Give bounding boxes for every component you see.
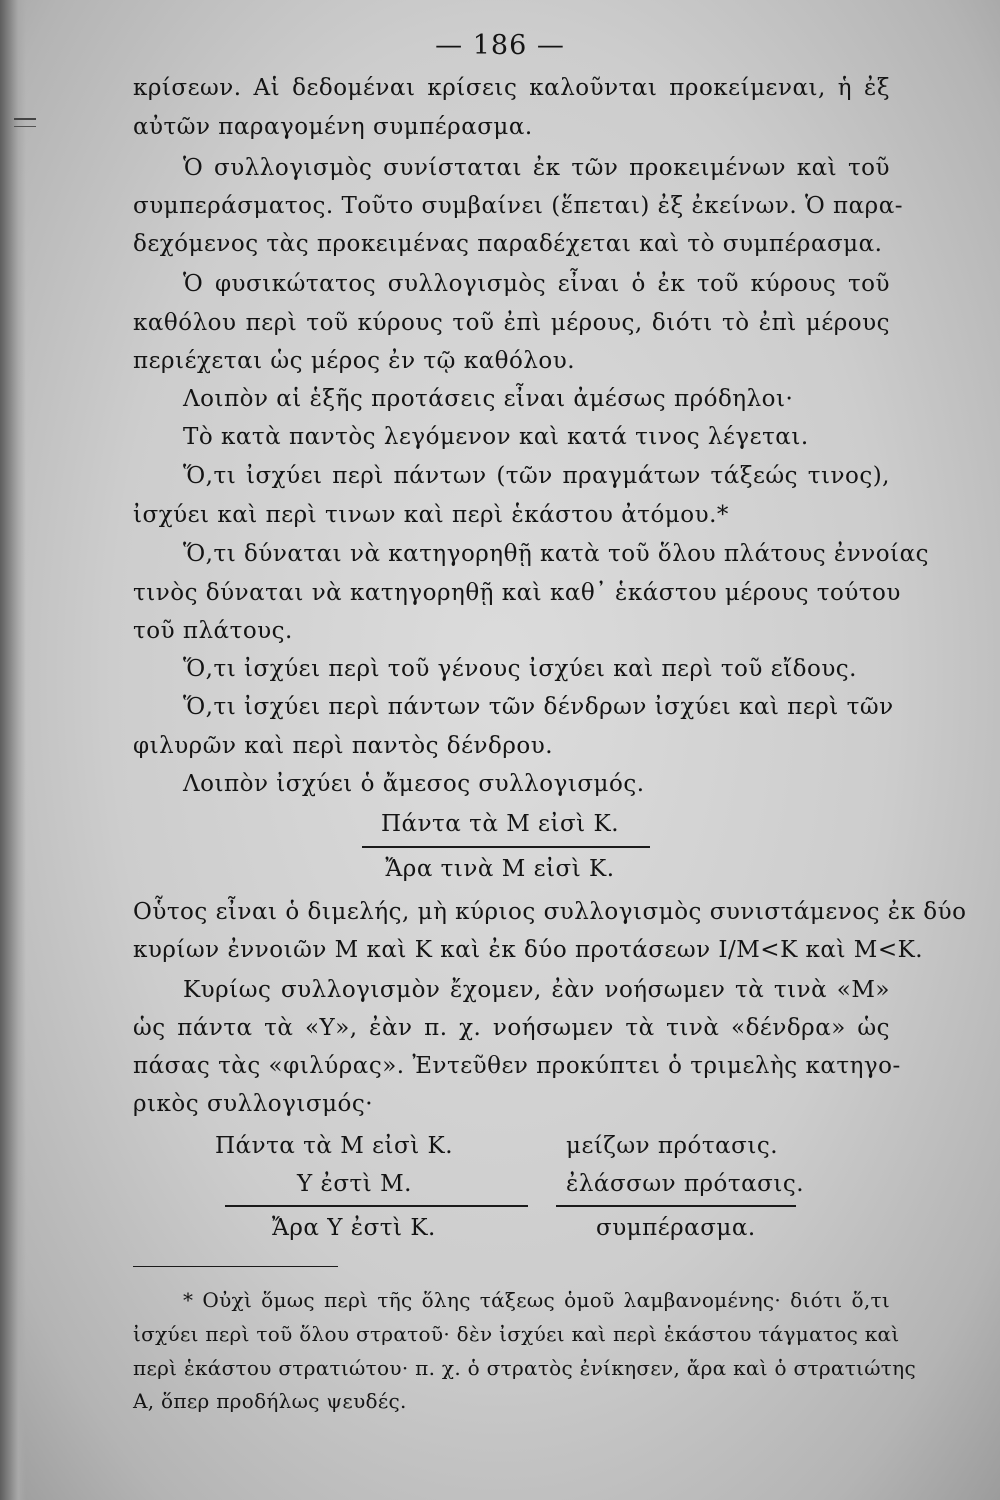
conclusion: Ἄρα Υ ἐστὶ Κ. [272,1215,436,1241]
footnote-line: περὶ ἑκάστου στρατιώτου· π. χ. ὁ στρατὸς ἐνίκησεν, ἄρα καὶ ὁ στρατιώτης [133,1356,916,1380]
syllogism-conclusion: Ἄρα τινὰ Μ εἰσὶ Κ. [385,856,615,882]
syllogism-rule-left [225,1205,528,1207]
minor-premise-label: ἐλάσσων πρότασις. [566,1171,805,1197]
conclusion-label: συμπέρασμα. [596,1215,756,1241]
text-line: κρίσεων. Αἱ δεδομέναι κρίσεις καλοῦνται προκείμεναι, ἡ ἐξ [133,75,890,101]
footnote-separator [133,1266,338,1267]
syllogism-rule [362,846,650,848]
binding-shadow [0,0,26,1500]
text-line: Κυρίως συλλογισμὸν ἔχομεν, ἐὰν νοήσωμεν τὰ τινὰ «Μ» [183,977,890,1003]
text-line: Ὁ συλλογισμὸς συνίσταται ἐκ τῶν προκειμένων καὶ τοῦ [183,155,890,181]
text-line: Ὅ,τι ἰσχύει περὶ πάντων (τῶν πραγμάτων τάξεώς τινος), [183,463,890,489]
major-premise: Πάντα τὰ Μ εἰσὶ Κ. [215,1133,454,1159]
text-line: περιέχεται ὡς μέρος ἐν τῷ καθόλου. [133,348,576,374]
text-line: Τὸ κατὰ παντὸς λεγόμενον καὶ κατά τινος λέγεται. [183,424,809,450]
text-line: ὡς πάντα τὰ «Υ», ἐὰν π. χ. νοήσωμεν τὰ τινὰ «δένδρα» ὡς [133,1015,890,1041]
syllogism-rule-right [556,1205,796,1207]
footnote-line: ἰσχύει περὶ τοῦ ὅλου στρατοῦ· δὲν ἰσχύει καὶ περὶ ἑκάστου τάγματος καὶ [133,1322,900,1346]
page-number: — 186 — [435,30,565,61]
text-line: τινὸς δύναται νὰ κατηγορηθῇ καὶ καθ᾽ ἑκάστου μέρους τούτου [133,580,901,606]
text-line: Ὅ,τι ἰσχύει περὶ πάντων τῶν δένδρων ἰσχύει καὶ περὶ τῶν [183,694,894,720]
text-line: Ὅ,τι δύναται νὰ κατηγορηθῇ κατὰ τοῦ ὅλου πλάτους ἐννοίας [183,541,929,567]
text-line: Ὅ,τι ἰσχύει περὶ τοῦ γένους ἰσχύει καὶ περὶ τοῦ εἴδους. [183,656,857,682]
text-line: Οὗτος εἶναι ὁ διμελής, μὴ κύριος συλλογισμὸς συνιστάμενος ἐκ δύο [133,899,967,925]
text-line: δεχόμενος τὰς προκειμένας παραδέχεται καὶ τὸ συμπέρασμα. [133,231,883,257]
footnote-line: Α, ὅπερ προδήλως ψευδές. [133,1389,407,1413]
text-line: αὐτῶν παραγομένη συμπέρασμα. [133,114,533,140]
text-line: συμπεράσματος. Τοῦτο συμβαίνει (ἕπεται) ἐξ ἐκείνων. Ὁ παρα- [133,193,903,219]
text-line: πάσας τὰς «φιλύρας». Ἐντεῦθεν προκύπτει ὁ τριμελὴς κατηγο- [133,1053,901,1079]
text-line: Ὁ φυσικώτατος συλλογισμὸς εἶναι ὁ ἐκ τοῦ κύρους τοῦ [183,271,890,297]
text-line: Λοιπὸν ἰσχύει ὁ ἄμεσος συλλογισμός. [183,771,645,797]
text-line: καθόλου περὶ τοῦ κύρους τοῦ ἐπὶ μέρους, διότι τὸ ἐπὶ μέρους [133,310,890,336]
text-line: ρικὸς συλλογισμός· [133,1091,374,1117]
text-line: τοῦ πλάτους. [133,618,293,644]
minor-premise: Υ ἐστὶ Μ. [297,1171,412,1197]
syllogism-premise: Πάντα τὰ Μ εἰσὶ Κ. [380,811,620,837]
text-line: φιλυρῶν καὶ περὶ παντὸς δένδρου. [133,733,554,759]
text-line: ἰσχύει καὶ περὶ τινων καὶ περὶ ἑκάστου ἀτόμου.* [133,502,729,528]
margin-mark [14,118,36,127]
major-premise-label: μείζων πρότασις. [566,1133,779,1159]
text-line: Λοιπὸν αἱ ἑξῆς προτάσεις εἶναι ἀμέσως πρόδηλοι· [183,386,794,412]
footnote-line: * Οὐχὶ ὅμως περὶ τῆς ὅλης τάξεως ὁμοῦ λαμβανομένης· διότι ὅ,τι [183,1288,890,1312]
text-line: κυρίων ἐννοιῶν Μ καὶ Κ καὶ ἐκ δύο προτάσεων I/Μ<Κ καὶ Μ<Κ. [133,937,924,963]
